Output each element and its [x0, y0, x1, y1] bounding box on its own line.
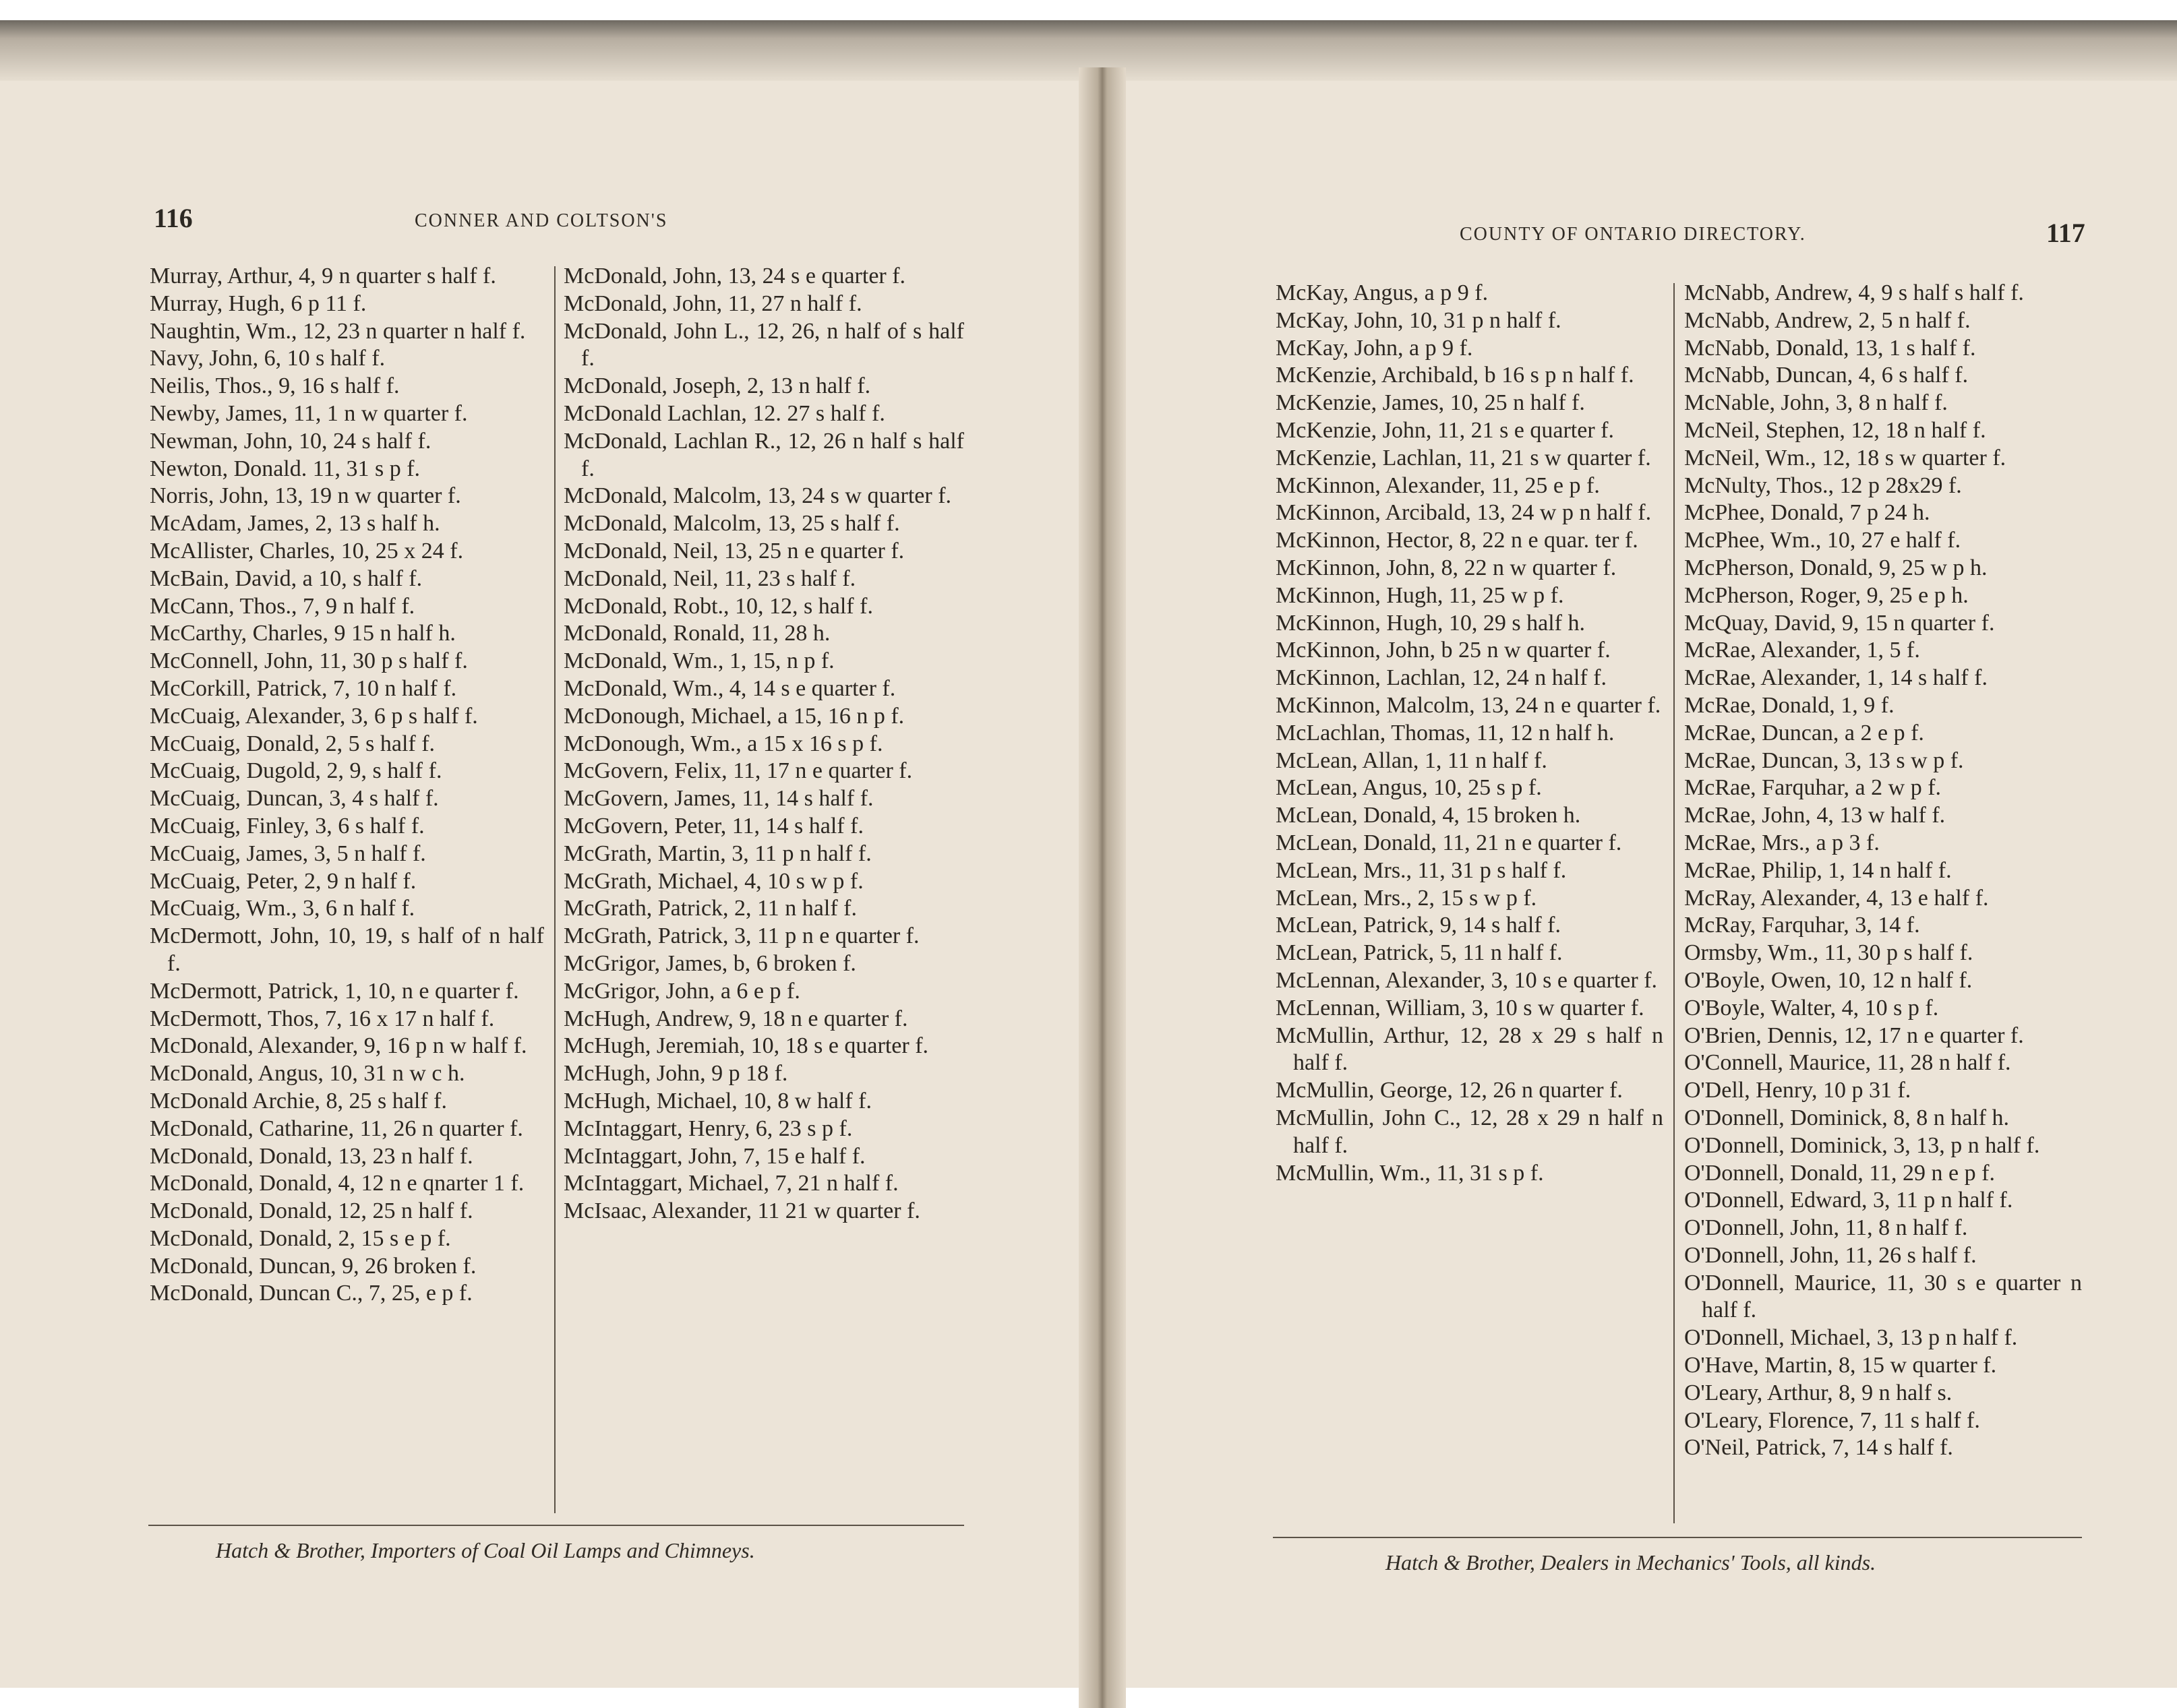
- directory-entry: O'Donnell, John, 11, 8 n half f.: [1684, 1215, 1968, 1241]
- directory-entry: McKinnon, Hector, 8, 22 n e quar. ter f.: [1276, 528, 1638, 553]
- directory-entry: McGrath, Patrick, 2, 11 n half f.: [564, 896, 857, 921]
- directory-entry: McGovern, James, 11, 14 s half f.: [564, 786, 874, 812]
- directory-entry: McKay, John, 10, 31 p n half f.: [1276, 307, 1561, 333]
- left-column-2: [564, 263, 964, 1225]
- right-page-number: 117: [2046, 218, 2085, 248]
- directory-entry: McKinnon, Malcolm, 13, 24 n e quarter f.: [1276, 692, 1661, 718]
- directory-entry: McHugh, Michael, 10, 8 w half f.: [564, 1088, 872, 1114]
- directory-entry: McDonald, Donald, 13, 23 n half f.: [150, 1143, 473, 1169]
- directory-entry: McDonald, Wm., 1, 15, n p f.: [564, 648, 835, 674]
- directory-entry: McDermott, Patrick, 1, 10, n e quarter f.: [150, 978, 519, 1004]
- directory-entry: McIntaggart, John, 7, 15 e half f.: [564, 1143, 866, 1169]
- directory-entry: O'Donnell, Edward, 3, 11 p n half f.: [1684, 1188, 2013, 1213]
- directory-entry: McRae, Donald, 1, 9 f.: [1684, 692, 1895, 718]
- directory-entry: McNeil, Stephen, 12, 18 n half f.: [1684, 417, 1986, 443]
- directory-entry: McRae, Alexander, 1, 5 f.: [1684, 638, 1920, 663]
- left-running-head: CONNER AND COLTSON'S: [415, 210, 668, 231]
- directory-entry: McGrigor, John, a 6 e p f.: [564, 978, 800, 1004]
- directory-entry: McDonald, Donald, 4, 12 n e qnarter 1 f.: [150, 1171, 525, 1196]
- directory-entry: McKinnon, Lachlan, 12, 24 n half f.: [1276, 665, 1607, 691]
- directory-entry: McNeil, Wm., 12, 18 s w quarter f.: [1684, 445, 2006, 470]
- directory-entry: McDonald, Alexander, 9, 16 p n w half f.: [150, 1033, 527, 1059]
- directory-entry: McDonald, Robt., 10, 12, s half f.: [564, 593, 873, 619]
- directory-entry: McRae, Mrs., a p 3 f.: [1684, 830, 1880, 855]
- directory-entry: McNabb, Duncan, 4, 6 s half f.: [1684, 363, 1969, 388]
- directory-entry: McRae, Philip, 1, 14 n half f.: [1684, 857, 1952, 883]
- directory-entry: McPherson, Donald, 9, 25 w p h.: [1684, 555, 1988, 580]
- directory-entry: McCuaig, Finley, 3, 6 s half f.: [150, 813, 425, 838]
- right-column-2: [1684, 280, 2082, 1462]
- directory-entry: Newton, Donald. 11, 31 s p f.: [150, 456, 421, 481]
- directory-entry: O'Neil, Patrick, 7, 14 s half f.: [1684, 1435, 1953, 1461]
- directory-entry: McMullin, Wm., 11, 31 s p f.: [1276, 1160, 1544, 1186]
- directory-entry: McAdam, James, 2, 13 s half h.: [150, 511, 440, 537]
- directory-entry: McDonald, Donald, 12, 25 n half f.: [150, 1198, 473, 1224]
- directory-entry: McCuaig, Wm., 3, 6 n half f.: [150, 896, 415, 921]
- directory-entry: Ormsby, Wm., 11, 30 p s half f.: [1684, 940, 1973, 966]
- directory-entry: McGrigor, James, b, 6 broken f.: [564, 950, 856, 976]
- right-running-head: COUNTY OF ONTARIO DIRECTORY.: [1460, 224, 1806, 245]
- directory-entry: McGovern, Peter, 11, 14 s half f.: [564, 813, 864, 838]
- directory-entry: McCorkill, Patrick, 7, 10 n half f.: [150, 675, 457, 701]
- directory-entry: McDonald, Wm., 4, 14 s e quarter f.: [564, 675, 896, 701]
- directory-entry: McPherson, Roger, 9, 25 e p h.: [1684, 582, 1969, 608]
- directory-entry: McDonough, Michael, a 15, 16 n p f.: [564, 703, 905, 729]
- directory-entry: McMullin, Arthur, 12, 28 x 29 s half n half f.: [1276, 1023, 1663, 1076]
- directory-entry: O'Donnell, Donald, 11, 29 n e p f.: [1684, 1160, 1995, 1186]
- directory-entry: McKinnon, John, b 25 n w quarter f.: [1276, 638, 1611, 663]
- directory-entry: McKay, John, a p 9 f.: [1276, 335, 1473, 361]
- directory-entry: O'Donnell, Dominick, 8, 8 n half h.: [1684, 1105, 2010, 1130]
- directory-entry: O'Donnell, Dominick, 3, 13, p n half f.: [1684, 1132, 2040, 1158]
- directory-entry: McIsaac, Alexander, 11 21 w quarter f.: [564, 1198, 920, 1224]
- left-column-1: [150, 263, 544, 1308]
- directory-entry: McPhee, Wm., 10, 27 e half f.: [1684, 528, 1961, 553]
- directory-entry: McBain, David, a 10, s half f.: [150, 566, 423, 591]
- directory-entry: O'Donnell, John, 11, 26 s half f.: [1684, 1242, 1977, 1268]
- right-footer-rule: [1273, 1537, 2082, 1538]
- directory-entry: McLean, Patrick, 9, 14 s half f.: [1276, 913, 1561, 938]
- directory-entry: O'Leary, Florence, 7, 11 s half f.: [1684, 1407, 1980, 1433]
- directory-entry: McKinnon, Hugh, 10, 29 s half h.: [1276, 610, 1585, 636]
- directory-entry: McRae, Duncan, a 2 e p f.: [1684, 720, 1924, 745]
- directory-entry: McMullin, John C., 12, 28 x 29 n half n half f.: [1276, 1105, 1663, 1158]
- left-page-number: 116: [154, 203, 193, 233]
- directory-entry: McKenzie, James, 10, 25 n half f.: [1276, 390, 1585, 416]
- directory-entry: McRae, Farquhar, a 2 w p f.: [1684, 775, 1942, 801]
- directory-entry: McKenzie, Archibald, b 16 s p n half f.: [1276, 363, 1634, 388]
- directory-entry: McLennan, Alexander, 3, 10 s e quarter f.: [1276, 967, 1658, 993]
- directory-entry: McRay, Alexander, 4, 13 e half f.: [1684, 885, 1989, 911]
- left-footer-rule: [148, 1525, 964, 1526]
- directory-entry: McDermott, John, 10, 19, s half of n half f.: [150, 923, 544, 976]
- directory-entry: O'Donnell, Maurice, 11, 30 s e quarter n half f.: [1684, 1270, 2082, 1323]
- directory-entry: McKay, Angus, a p 9 f.: [1276, 280, 1489, 305]
- directory-entry: McNabb, Andrew, 2, 5 n half f.: [1684, 307, 1971, 333]
- directory-entry: McIntaggart, Michael, 7, 21 n half f.: [564, 1171, 899, 1196]
- directory-entry: McGrath, Michael, 4, 10 s w p f.: [564, 868, 864, 894]
- right-footer-advert: Hatch & Brother, Dealers in Mechanics' Tools, all kinds.: [1385, 1550, 1876, 1575]
- directory-entry: McCuaig, Alexander, 3, 6 p s half f.: [150, 703, 478, 729]
- directory-entry: McGovern, Felix, 11, 17 n e quarter f.: [564, 758, 913, 784]
- right-column-divider: [1673, 283, 1675, 1523]
- directory-entry: McDermott, Thos, 7, 16 x 17 n half f.: [150, 1006, 495, 1031]
- directory-entry: McDonald Lachlan, 12. 27 s half f.: [564, 400, 885, 426]
- directory-entry: McCuaig, Donald, 2, 5 s half f.: [150, 731, 436, 756]
- directory-entry: McKinnon, Arcibald, 13, 24 w p n half f.: [1276, 500, 1652, 526]
- directory-entry: McHugh, John, 9 p 18 f.: [564, 1061, 788, 1087]
- directory-entry: O'Connell, Maurice, 11, 28 n half f.: [1684, 1050, 2011, 1076]
- directory-entry: McRae, Alexander, 1, 14 s half f.: [1684, 665, 1988, 691]
- directory-entry: McLean, Donald, 4, 15 broken h.: [1276, 803, 1581, 828]
- directory-entry: McLean, Patrick, 5, 11 n half f.: [1276, 940, 1563, 966]
- directory-entry: McRay, Farquhar, 3, 14 f.: [1684, 913, 1920, 938]
- right-page: [1119, 20, 2177, 1688]
- directory-entry: Neilis, Thos., 9, 16 s half f.: [150, 373, 400, 399]
- directory-entry: McCuaig, Duncan, 3, 4 s half f.: [150, 786, 439, 812]
- directory-entry: McDonald Archie, 8, 25 s half f.: [150, 1088, 447, 1114]
- left-column-divider: [554, 266, 556, 1513]
- directory-entry: Murray, Arthur, 4, 9 n quarter s half f.: [150, 264, 496, 288]
- directory-entry: McKenzie, John, 11, 21 s e quarter f.: [1276, 417, 1614, 443]
- directory-entry: Norris, John, 13, 19 n w quarter f.: [150, 483, 461, 509]
- directory-entry: McDonald, Lachlan R., 12, 26 n half s half f.: [564, 428, 964, 481]
- directory-entry: McNabb, Donald, 13, 1 s half f.: [1684, 335, 1976, 361]
- directory-entry: McCarthy, Charles, 9 15 n half h.: [150, 621, 456, 646]
- directory-entry: McDonald, Duncan C., 7, 25, e p f.: [150, 1281, 473, 1306]
- directory-entry: McDonald, John, 13, 24 s e quarter f.: [564, 264, 906, 288]
- directory-entry: McNable, John, 3, 8 n half f.: [1684, 390, 1948, 416]
- directory-entry: McCuaig, Dugold, 2, 9, s half f.: [150, 758, 442, 784]
- directory-entry: McHugh, Jeremiah, 10, 18 s e quarter f.: [564, 1033, 929, 1059]
- directory-entry: McCuaig, James, 3, 5 n half f.: [150, 841, 426, 866]
- left-footer-advert: Hatch & Brother, Importers of Coal Oil Lamps and Chimneys.: [216, 1538, 755, 1562]
- directory-entry: McDonald, Angus, 10, 31 n w c h.: [150, 1061, 465, 1087]
- directory-entry: McRae, Duncan, 3, 13 s w p f.: [1684, 748, 1964, 773]
- directory-entry: McPhee, Donald, 7 p 24 h.: [1684, 500, 1930, 526]
- directory-entry: McNabb, Andrew, 4, 9 s half s half f.: [1684, 280, 2024, 305]
- directory-entry: O'Boyle, Walter, 4, 10 s p f.: [1684, 995, 1939, 1020]
- directory-entry: McDonald, Joseph, 2, 13 n half f.: [564, 373, 871, 399]
- directory-entry: O'Dell, Henry, 10 p 31 f.: [1684, 1078, 1911, 1103]
- directory-entry: McQuay, David, 9, 15 n quarter f.: [1684, 610, 1995, 636]
- directory-entry: McLennan, William, 3, 10 s w quarter f.: [1276, 995, 1644, 1020]
- directory-entry: McAllister, Charles, 10, 25 x 24 f.: [150, 538, 464, 563]
- directory-entry: Navy, John, 6, 10 s half f.: [150, 346, 386, 371]
- directory-entry: McHugh, Andrew, 9, 18 n e quarter f.: [564, 1006, 908, 1031]
- directory-entry: Newman, John, 10, 24 s half f.: [150, 428, 431, 454]
- directory-entry: McKinnon, Hugh, 11, 25 w p f.: [1276, 582, 1564, 608]
- directory-entry: McMullin, George, 12, 26 n quarter f.: [1276, 1078, 1623, 1103]
- directory-entry: McKenzie, Lachlan, 11, 21 s w quarter f.: [1276, 445, 1651, 470]
- directory-entry: O'Leary, Arthur, 8, 9 n half s.: [1684, 1380, 1952, 1405]
- directory-entry: McDonald, Malcolm, 13, 24 s w quarter f.: [564, 483, 952, 509]
- directory-entry: McDonald, Neil, 11, 23 s half f.: [564, 566, 856, 591]
- directory-entry: McKinnon, John, 8, 22 n w quarter f.: [1276, 555, 1617, 580]
- directory-entry: O'Boyle, Owen, 10, 12 n half f.: [1684, 967, 1973, 993]
- directory-entry: Murray, Hugh, 6 p 11 f.: [150, 291, 367, 316]
- directory-entry: McIntaggart, Henry, 6, 23 s p f.: [564, 1116, 853, 1141]
- directory-entry: O'Brien, Dennis, 12, 17 n e quarter f.: [1684, 1023, 2024, 1048]
- directory-entry: McDonald, Duncan, 9, 26 broken f.: [150, 1253, 477, 1279]
- directory-entry: McDonald, John L., 12, 26, n half of s half f.: [564, 318, 964, 371]
- directory-entry: McDonald, John, 11, 27 n half f.: [564, 291, 862, 316]
- directory-entry: McCuaig, Peter, 2, 9 n half f.: [150, 868, 417, 894]
- directory-entry: McLean, Angus, 10, 25 s p f.: [1276, 775, 1542, 801]
- directory-entry: McLean, Mrs., 11, 31 p s half f.: [1276, 857, 1567, 883]
- directory-entry: McLean, Allan, 1, 11 n half f.: [1276, 748, 1547, 773]
- directory-entry: McGrath, Martin, 3, 11 p n half f.: [564, 841, 872, 866]
- directory-entry: McGrath, Patrick, 3, 11 p n e quarter f.: [564, 923, 920, 949]
- directory-entry: Newby, James, 11, 1 n w quarter f.: [150, 400, 468, 426]
- directory-entry: McDonald, Donald, 2, 15 s e p f.: [150, 1225, 451, 1251]
- directory-entry: McDonald, Catharine, 11, 26 n quarter f.: [150, 1116, 523, 1141]
- directory-entry: McNulty, Thos., 12 p 28x29 f.: [1684, 472, 1962, 498]
- directory-entry: O'Donnell, Michael, 3, 13 p n half f.: [1684, 1325, 2018, 1351]
- directory-entry: McLean, Mrs., 2, 15 s w p f.: [1276, 885, 1537, 911]
- left-page: [0, 20, 1092, 1688]
- directory-entry: McDonald, Ronald, 11, 28 h.: [564, 621, 831, 646]
- directory-entry: McRae, John, 4, 13 w half f.: [1684, 803, 1946, 828]
- book-spread: [0, 20, 2177, 1688]
- directory-entry: McDonald, Neil, 13, 25 n e quarter f.: [564, 538, 905, 563]
- directory-entry: O'Have, Martin, 8, 15 w quarter f.: [1684, 1353, 1997, 1378]
- directory-entry: McConnell, John, 11, 30 p s half f.: [150, 648, 468, 674]
- directory-entry: McLean, Donald, 11, 21 n e quarter f.: [1276, 830, 1622, 855]
- directory-entry: McLachlan, Thomas, 11, 12 n half h.: [1276, 720, 1615, 745]
- directory-entry: Naughtin, Wm., 12, 23 n quarter n half f.: [150, 318, 526, 344]
- directory-entry: McDonough, Wm., a 15 x 16 s p f.: [564, 731, 883, 756]
- right-column-1: [1276, 280, 1663, 1187]
- directory-entry: McCann, Thos., 7, 9 n half f.: [150, 593, 415, 619]
- directory-entry: McKinnon, Alexander, 11, 25 e p f.: [1276, 472, 1600, 498]
- directory-entry: McDonald, Malcolm, 13, 25 s half f.: [564, 511, 900, 537]
